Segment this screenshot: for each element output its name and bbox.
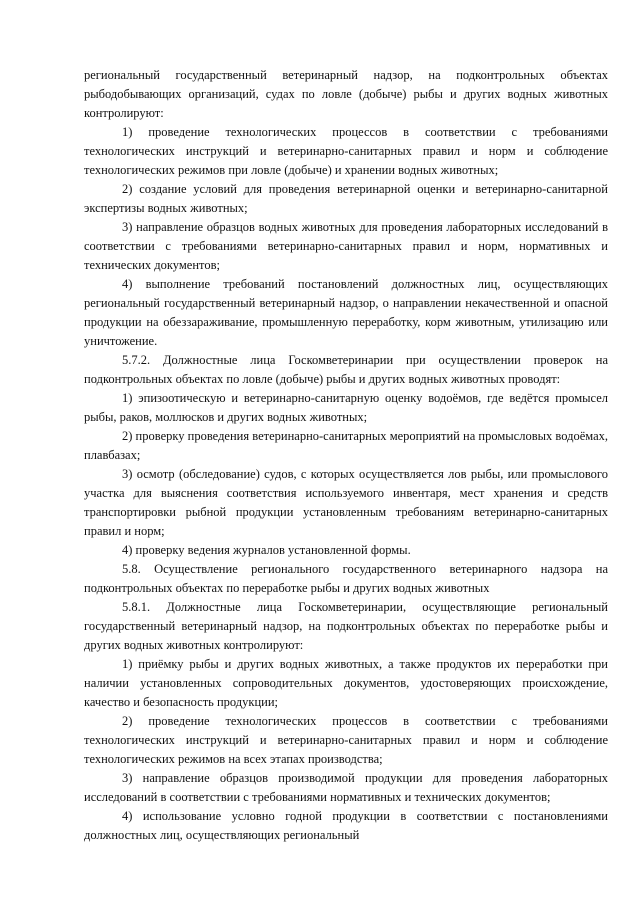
paragraph-item: 3) осмотр (обследование) судов, с которых осуществляется лов рыбы, или промыслового участка для выяснения соответствия используемого инвентаря, мест хранения и средств транспортировки рыбной продукции установленным требованиям ветеринарно-санитарных правил и норм; [84,467,608,538]
paragraph-item: 2) проведение технологических процессов в соответствии с требованиями технологических инструкций и ветеринарно-санитарных правил и норм и соблюдение технологических режимов на всех этапах производства; [84,714,608,766]
paragraph-item: 2) проверку проведения ветеринарно-санитарных мероприятий на промысловых водоёмах, плавбазах; [84,429,608,462]
paragraph-item: 4) выполнение требований постановлений должностных лиц, осуществляющих региональный государственный ветеринарный надзор, о направлении некачественной и опасной продукции на обеззараживание, промышленную переработку, корм животным, утилизацию или уничтожение. [84,277,608,348]
paragraph-item: 1) приёмку рыбы и других водных животных, а также продуктов их переработки при наличии установленных сопроводительных документов, удостоверяющих происхождение, качество и безопасность продукции; [84,657,608,709]
paragraph-item: 2) создание условий для проведения ветеринарной оценки и ветеринарно-санитарной экспертизы водных животных; [84,182,608,215]
section-heading: 5.8. Осуществление регионального государственного ветеринарного надзора на подконтрольных объектах по переработке рыбы и других водных животных [84,562,608,595]
paragraph-item: 1) проведение технологических процессов в соответствии с требованиями технологических инструкций и ветеринарно-санитарных правил и норм и соблюдение технологических режимов при ловле (добыче) и хранении водных животных; [84,125,608,177]
paragraph-clause: 5.7.2. Должностные лица Госкомветеринарии при осуществлении проверок на подконтрольных объектах по ловле (добыче) рыбы и других водных животных проводят: [84,353,608,386]
document-body [84,66,608,845]
paragraph-item: 4) проверку ведения журналов установленной формы. [122,543,411,557]
paragraph-intro: региональный государственный ветеринарный надзор, на подконтрольных объектах рыбодобывающих организаций, судах по ловле (добыче) рыбы и других водных животных контролируют: [84,68,608,120]
paragraph-item: 3) направление образцов производимой продукции для проведения лабораторных исследований в соответствии с требованиями нормативных и технических документов; [84,771,608,804]
paragraph-clause: 5.8.1. Должностные лица Госкомветеринарии, осуществляющие региональный государственный ветеринарный надзор, на подконтрольных объектах по переработке рыбы и других водных животных контролируют: [84,600,608,652]
paragraph-item: 1) эпизоотическую и ветеринарно-санитарную оценку водоёмов, где ведётся промысел рыбы, раков, моллюсков и других водных животных; [84,391,608,424]
paragraph-item: 3) направление образцов водных животных для проведения лабораторных исследований в соответствии с требованиями ветеринарно-санитарных правил и норм, нормативных и технических документов; [84,220,608,272]
paragraph-item: 4) использование условно годной продукции в соответствии с постановлениями должностных лиц, осуществляющих региональный [84,809,608,842]
